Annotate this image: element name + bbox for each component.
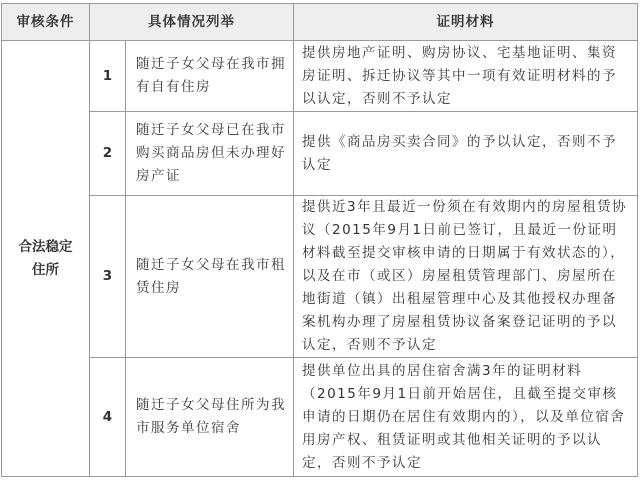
header-condition: 审核条件 (2, 4, 90, 41)
situation-cell: 随迁子女父母在我市拥有自有住房 (126, 41, 294, 112)
row-number: 2 (90, 112, 126, 196)
proof-cell: 提供房地产证明、购房协议、宅基地证明、集资房证明、拆迁协议等其中一项有效证明材料的予以认定，否则不予认定 (294, 41, 638, 112)
row-number: 4 (90, 358, 126, 477)
table-row (2, 112, 638, 196)
header-situation: 具体情况列举 (90, 4, 294, 41)
header-proof: 证明材料 (294, 4, 638, 41)
table-row (2, 196, 638, 358)
table-row (2, 358, 638, 477)
proof-cell: 提供单位出具的居住宿舍满3年的证明材料（2015年9月1日前开始居住，且截至提交审核申请的日期仍在居住有效期内的），以及单位宿舍用房产权、租赁证明或其他相关证明的予以认定，否则不予认定 (294, 358, 638, 477)
situation-cell: 随迁子女父母在我市租赁住房 (126, 196, 294, 358)
table-header-row (2, 4, 638, 41)
condition-label: 合法稳定 住所 (18, 238, 73, 278)
row-number: 1 (90, 41, 126, 112)
eligibility-table (1, 3, 638, 477)
proof-cell: 提供《商品房买卖合同》的予以认定，否则不予认定 (294, 112, 638, 196)
table-row (2, 41, 638, 112)
proof-cell: 提供近3年且最近一份须在有效期内的房屋租赁协议（2015年9月1日前已签订，且最近一份证明材料截至提交审核申请的日期属于有效状态的），以及在市（或区）房屋租赁管理部门、房屋所在地街道（镇）出租屋管理中心及其他授权办理备案机构办理了房屋租赁协议备案登记证明的予以认定，否则不予认定 (294, 196, 638, 358)
situation-cell: 随迁子女父母已在我市购买商品房但未办理好房产证 (126, 112, 294, 196)
situation-cell: 随迁子女父母住所为我市服务单位宿舍 (126, 358, 294, 477)
condition-cell (2, 41, 90, 477)
row-number: 3 (90, 196, 126, 358)
